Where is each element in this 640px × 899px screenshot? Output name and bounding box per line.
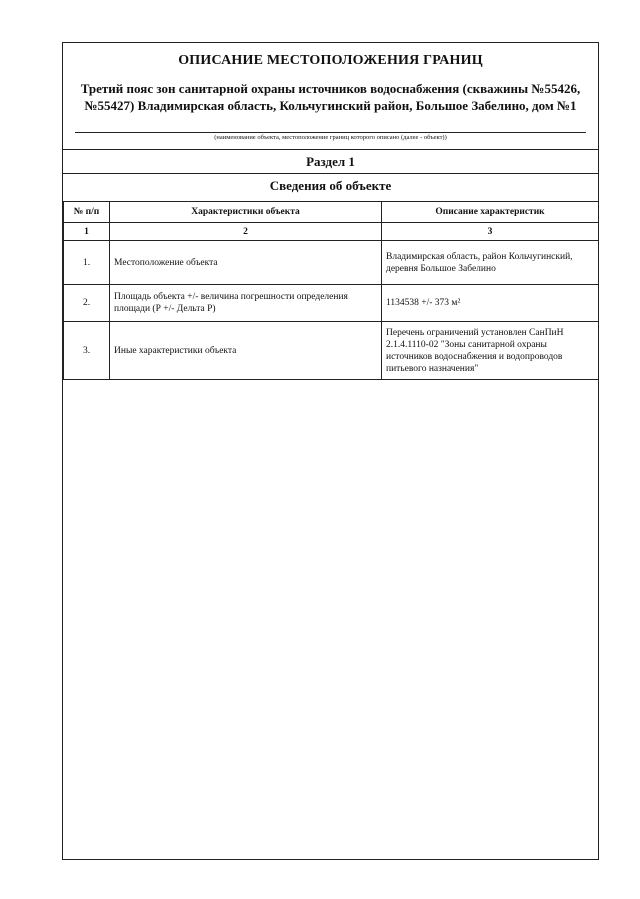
column-number-row: [64, 223, 599, 241]
document-title: ОПИСАНИЕ МЕСТОПОЛОЖЕНИЯ ГРАНИЦ: [178, 53, 483, 68]
column-number: 3: [382, 223, 599, 241]
header-characteristic: Характеристики объекта: [110, 202, 382, 223]
column-number: 1: [64, 223, 110, 241]
row-number: 1.: [64, 241, 110, 285]
table-row: [64, 241, 599, 285]
divider-section: [63, 173, 598, 174]
object-name: Третий пояс зон санитарной охраны источников водоснабжения (скважины №55426, №55427) Владимирская область, Кольчугинский район, Большое Забелино, дом №1: [80, 81, 581, 113]
section-label: Раздел 1: [306, 154, 355, 169]
object-name-caption: (наименование объекта, местоположение границ которого описано (далее - объект)): [214, 134, 447, 141]
table-row: [64, 285, 599, 322]
row-characteristic: Площадь объекта +/- величина погрешности определения площади (Р +/- Дельта Р): [110, 285, 382, 322]
row-number: 3.: [64, 322, 110, 380]
section-title: Сведения об объекте: [269, 178, 392, 193]
table-header-row: [64, 202, 599, 223]
header-num: № п/п: [64, 202, 110, 223]
divider-top: [63, 149, 598, 150]
document-frame: [62, 42, 599, 860]
row-description: 1134538 +/- 373 м²: [382, 285, 599, 322]
header-description: Описание характеристик: [382, 202, 599, 223]
table-row: [64, 322, 599, 380]
column-number: 2: [110, 223, 382, 241]
characteristics-table: [63, 201, 599, 380]
row-description: Перечень ограничений установлен СанПиН 2.1.4.1110-02 "Зоны санитарной охраны источников водоснабжения и водопроводов питьевого назначения": [382, 322, 599, 380]
row-characteristic: Местоположение объекта: [110, 241, 382, 285]
row-description: Владимирская область, район Кольчугинский, деревня Большое Забелино: [382, 241, 599, 285]
row-characteristic: Иные характеристики объекта: [110, 322, 382, 380]
row-number: 2.: [64, 285, 110, 322]
